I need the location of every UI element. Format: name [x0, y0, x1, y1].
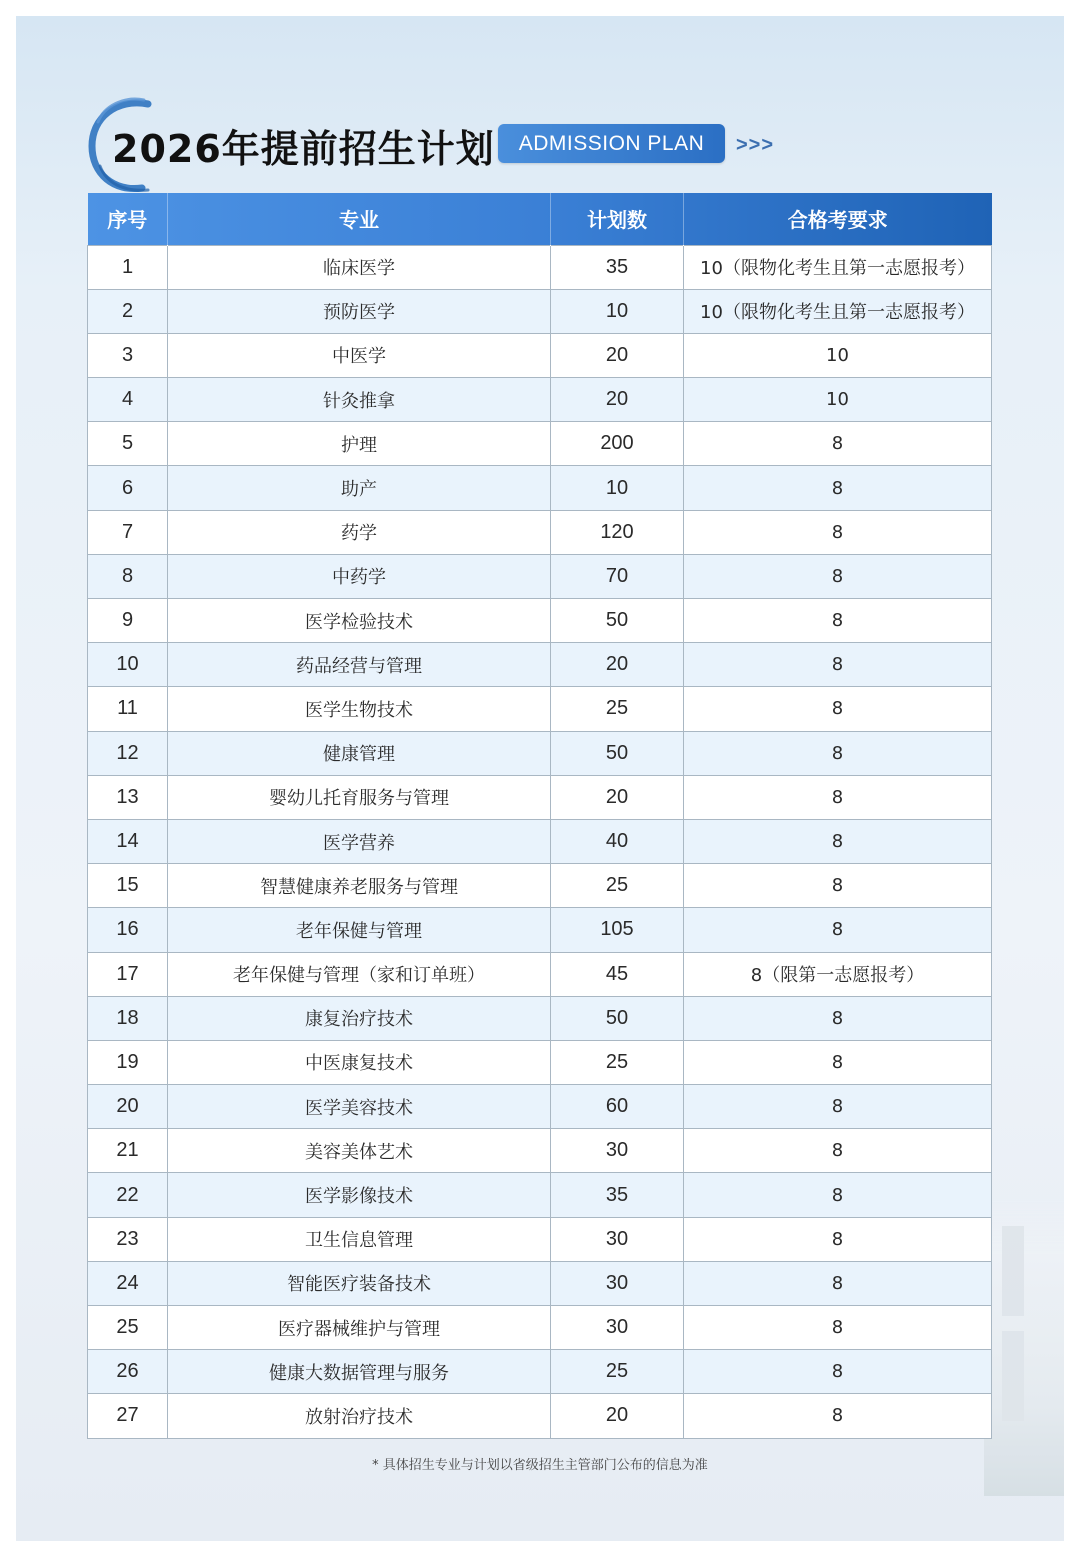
- cell-major: 针灸推拿: [168, 378, 551, 422]
- table-row: [88, 1261, 992, 1305]
- cell-major: 医学检验技术: [168, 599, 551, 643]
- cell-plan-count: 10: [551, 289, 684, 333]
- cell-plan-count: 20: [551, 643, 684, 687]
- cell-requirement: 8（限第一志愿报考）: [684, 952, 992, 996]
- cell-major: 医学美容技术: [168, 1085, 551, 1129]
- cell-requirement: 10: [684, 378, 992, 422]
- cell-major: 中医学: [168, 333, 551, 377]
- table-row: [88, 378, 992, 422]
- table-row: [88, 687, 992, 731]
- cell-requirement: 8: [684, 1173, 992, 1217]
- cell-plan-count: 25: [551, 1040, 684, 1084]
- poster-card: [16, 16, 1064, 1541]
- cell-major: 医学生物技术: [168, 687, 551, 731]
- cell-plan-count: 30: [551, 1217, 684, 1261]
- cell-major: 医学影像技术: [168, 1173, 551, 1217]
- cell-index: 23: [88, 1217, 168, 1261]
- cell-index: 27: [88, 1394, 168, 1438]
- cell-index: 16: [88, 908, 168, 952]
- cell-requirement: 8: [684, 775, 992, 819]
- cell-requirement: 8: [684, 1306, 992, 1350]
- table-row: [88, 554, 992, 598]
- cell-plan-count: 25: [551, 1350, 684, 1394]
- page-title: 2026年提前招生计划: [112, 127, 495, 171]
- cell-plan-count: 60: [551, 1085, 684, 1129]
- cell-major: 卫生信息管理: [168, 1217, 551, 1261]
- cell-plan-count: 120: [551, 510, 684, 554]
- cell-index: 6: [88, 466, 168, 510]
- cell-plan-count: 20: [551, 775, 684, 819]
- cell-requirement: 8: [684, 1217, 992, 1261]
- cell-requirement: 8: [684, 1394, 992, 1438]
- table-row: [88, 819, 992, 863]
- cell-major: 婴幼儿托育服务与管理: [168, 775, 551, 819]
- table-row: [88, 1040, 992, 1084]
- cell-index: 26: [88, 1350, 168, 1394]
- cell-index: 17: [88, 952, 168, 996]
- cell-requirement: 8: [684, 1350, 992, 1394]
- table-row: [88, 1350, 992, 1394]
- cell-index: 14: [88, 819, 168, 863]
- cell-index: 5: [88, 422, 168, 466]
- cell-requirement: 8: [684, 422, 992, 466]
- table-row: [88, 1085, 992, 1129]
- cell-requirement: 8: [684, 996, 992, 1040]
- cell-plan-count: 45: [551, 952, 684, 996]
- cell-index: 11: [88, 687, 168, 731]
- table-header-row: [88, 193, 992, 245]
- cell-plan-count: 30: [551, 1306, 684, 1350]
- cell-index: 20: [88, 1085, 168, 1129]
- cell-major: 中药学: [168, 554, 551, 598]
- column-header-index: 序号: [107, 208, 148, 233]
- cell-index: 15: [88, 864, 168, 908]
- cell-major: 老年保健与管理（家和订单班）: [168, 952, 551, 996]
- cell-plan-count: 20: [551, 333, 684, 377]
- cell-index: 1: [88, 245, 168, 289]
- cell-index: 12: [88, 731, 168, 775]
- cell-plan-count: 40: [551, 819, 684, 863]
- cell-plan-count: 30: [551, 1129, 684, 1173]
- cell-major: 临床医学: [168, 245, 551, 289]
- admission-plan-badge: ADMISSION PLAN: [498, 124, 725, 163]
- table-row: [88, 289, 992, 333]
- cell-major: 药学: [168, 510, 551, 554]
- cell-index: 13: [88, 775, 168, 819]
- cell-major: 中医康复技术: [168, 1040, 551, 1084]
- admission-plan-table: [87, 193, 992, 1439]
- cell-requirement: 8: [684, 1040, 992, 1084]
- table-row: [88, 1129, 992, 1173]
- cell-plan-count: 20: [551, 1394, 684, 1438]
- cell-major: 医疗器械维护与管理: [168, 1306, 551, 1350]
- cell-plan-count: 200: [551, 422, 684, 466]
- cell-plan-count: 10: [551, 466, 684, 510]
- cell-requirement: 8: [684, 1129, 992, 1173]
- cell-major: 智能医疗装备技术: [168, 1261, 551, 1305]
- cell-requirement: 8: [684, 819, 992, 863]
- cell-major: 美容美体艺术: [168, 1129, 551, 1173]
- cell-index: 22: [88, 1173, 168, 1217]
- table-row: [88, 952, 992, 996]
- cell-index: 19: [88, 1040, 168, 1084]
- cell-plan-count: 35: [551, 245, 684, 289]
- cell-index: 2: [88, 289, 168, 333]
- table-row: [88, 466, 992, 510]
- cell-requirement: 8: [684, 554, 992, 598]
- cell-plan-count: 25: [551, 864, 684, 908]
- cell-major: 预防医学: [168, 289, 551, 333]
- background-building-image: [984, 1196, 1064, 1496]
- cell-major: 药品经营与管理: [168, 643, 551, 687]
- cell-plan-count: 25: [551, 687, 684, 731]
- cell-index: 8: [88, 554, 168, 598]
- cell-major: 放射治疗技术: [168, 1394, 551, 1438]
- table-row: [88, 1173, 992, 1217]
- column-header-requirement: 合格考要求: [684, 193, 992, 245]
- table-row: [88, 908, 992, 952]
- cell-index: 25: [88, 1306, 168, 1350]
- table-row: [88, 864, 992, 908]
- table-row: [88, 775, 992, 819]
- cell-index: 18: [88, 996, 168, 1040]
- cell-major: 助产: [168, 466, 551, 510]
- cell-plan-count: 105: [551, 908, 684, 952]
- cell-index: 10: [88, 643, 168, 687]
- table-row: [88, 1217, 992, 1261]
- cell-index: 7: [88, 510, 168, 554]
- table-row: [88, 996, 992, 1040]
- cell-major: 医学营养: [168, 819, 551, 863]
- cell-major: 护理: [168, 422, 551, 466]
- cell-requirement: 10: [684, 333, 992, 377]
- cell-requirement: 8: [684, 466, 992, 510]
- cell-index: 24: [88, 1261, 168, 1305]
- table-row: [88, 333, 992, 377]
- cell-plan-count: 35: [551, 1173, 684, 1217]
- cell-major: 老年保健与管理: [168, 908, 551, 952]
- cell-requirement: 10（限物化考生且第一志愿报考）: [684, 289, 992, 333]
- column-header-plan-count: 计划数: [551, 193, 684, 245]
- table-row: [88, 1306, 992, 1350]
- footnote: * 具体招生专业与计划以省级招生主管部门公布的信息为准: [372, 1458, 708, 1473]
- column-header-major: 专业: [168, 193, 551, 245]
- cell-major: 康复治疗技术: [168, 996, 551, 1040]
- chevrons-right-icon: >>>: [736, 134, 775, 156]
- table-row: [88, 422, 992, 466]
- cell-requirement: 8: [684, 643, 992, 687]
- cell-major: 健康管理: [168, 731, 551, 775]
- cell-index: 3: [88, 333, 168, 377]
- cell-requirement: 8: [684, 731, 992, 775]
- cell-major: 健康大数据管理与服务: [168, 1350, 551, 1394]
- cell-requirement: 8: [684, 908, 992, 952]
- cell-requirement: 8: [684, 1085, 992, 1129]
- cell-plan-count: 70: [551, 554, 684, 598]
- table-row: [88, 599, 992, 643]
- cell-index: 21: [88, 1129, 168, 1173]
- cell-plan-count: 50: [551, 731, 684, 775]
- table-row: [88, 245, 992, 289]
- cell-requirement: 8: [684, 599, 992, 643]
- table-row: [88, 510, 992, 554]
- cell-plan-count: 30: [551, 1261, 684, 1305]
- cell-index: 4: [88, 378, 168, 422]
- cell-requirement: 8: [684, 864, 992, 908]
- cell-plan-count: 50: [551, 996, 684, 1040]
- cell-requirement: 8: [684, 687, 992, 731]
- table-row: [88, 1394, 992, 1438]
- title-row: [86, 96, 846, 196]
- cell-requirement: 8: [684, 1261, 992, 1305]
- cell-requirement: 8: [684, 510, 992, 554]
- cell-plan-count: 20: [551, 378, 684, 422]
- table-row: [88, 731, 992, 775]
- cell-plan-count: 50: [551, 599, 684, 643]
- cell-index: 9: [88, 599, 168, 643]
- table-row: [88, 643, 992, 687]
- cell-major: 智慧健康养老服务与管理: [168, 864, 551, 908]
- cell-requirement: 10（限物化考生且第一志愿报考）: [684, 245, 992, 289]
